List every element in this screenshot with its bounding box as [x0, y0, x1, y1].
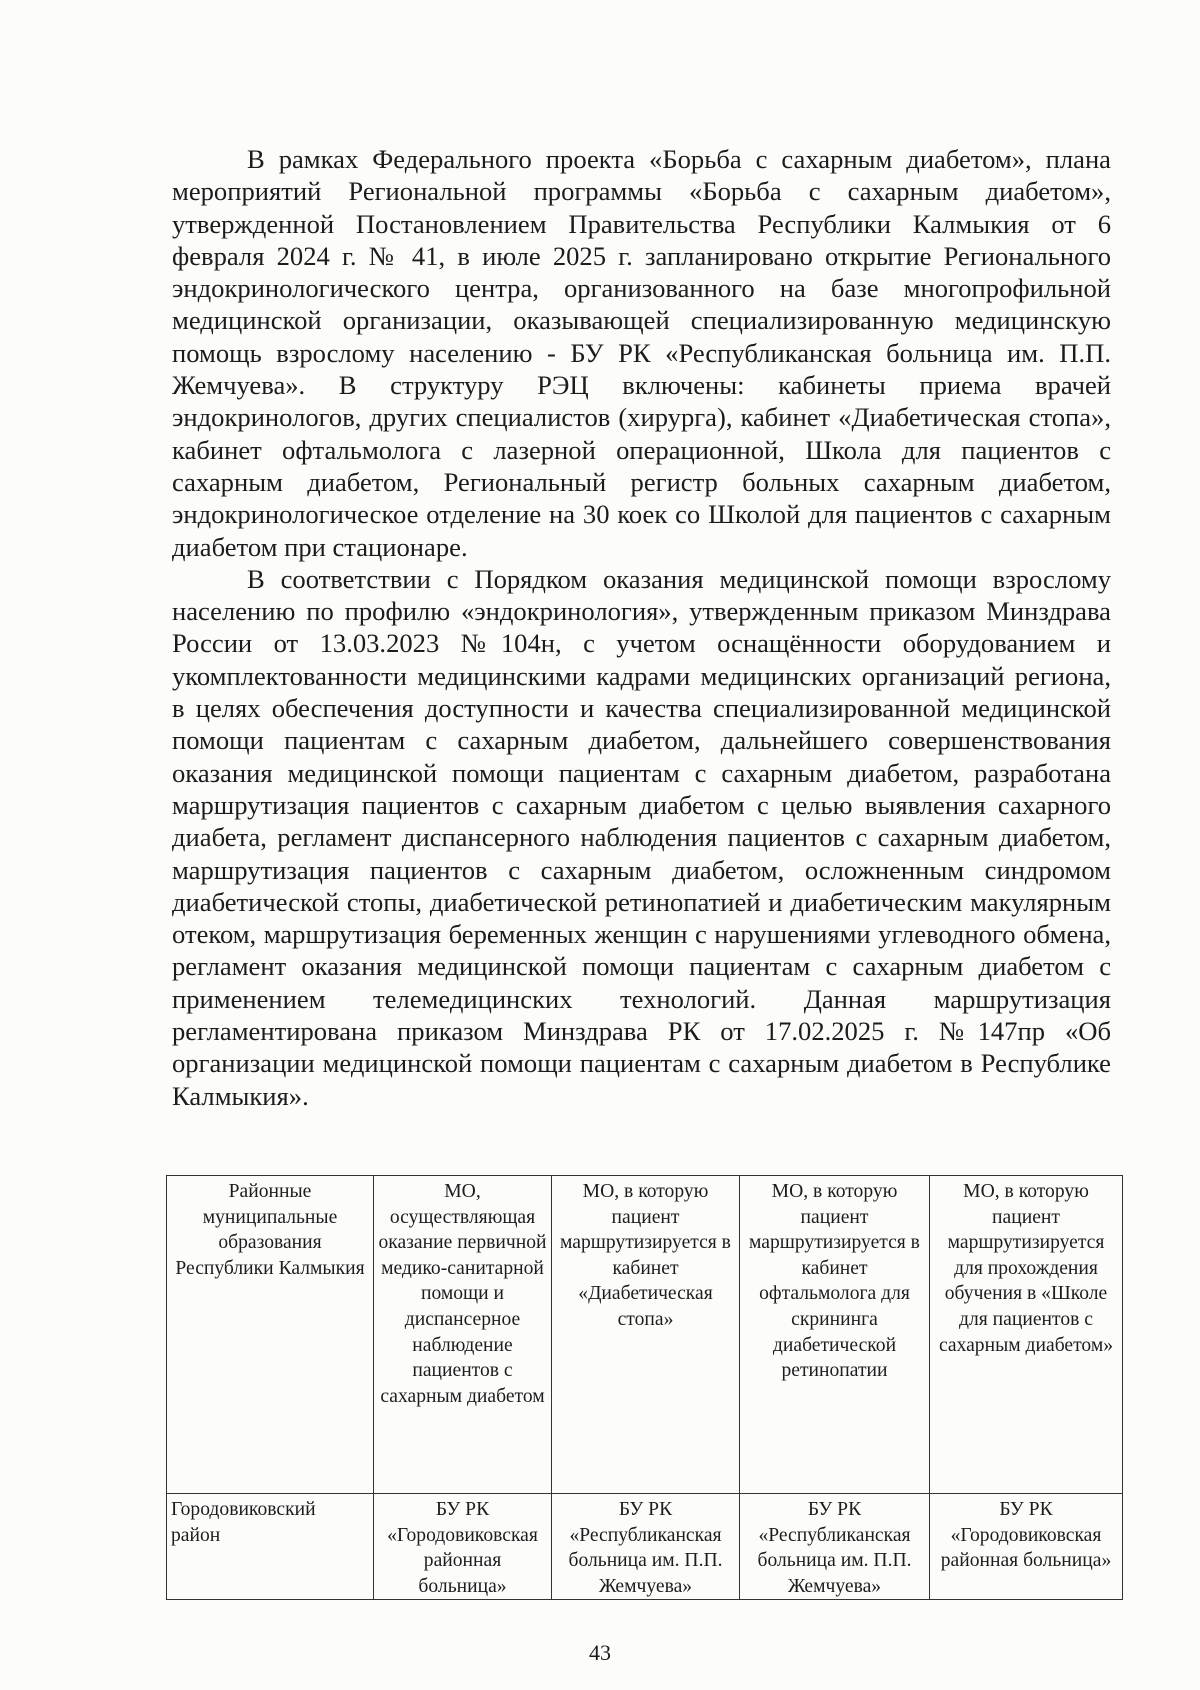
table-cell-district: Городовиковский район — [167, 1494, 374, 1600]
column-header: МО, в которую пациент маршрутизируется в кабинет «Диабетическая стопа» — [552, 1176, 740, 1494]
table-cell: БУ РК «Республиканская больница им. П.П. Жемчуева» — [740, 1494, 930, 1600]
page-number: 43 — [589, 1640, 611, 1665]
table-header-row — [167, 1176, 1123, 1494]
paragraph: В соответствии с Порядком оказания медицинской помощи взрослому населению по профилю «эндокринология», утвержденным приказом Минздрава России от 13.03.2023 №104н, с учетом оснащённости оборудованием и укомплектованности медицинскими кадрами медицинских организаций региона, в целях обеспечения доступности и качества специализированной медицинской помощи пациентам с сахарным диабетом, дальнейшего совершенствования оказания медицинской помощи пациентам с сахарным диабетом, разработана маршрутизация пациентов с сахарным диабетом с целью выявления сахарного диабета, регламент диспансерного наблюдения пациентов с сахарным диабетом, маршрутизация пациентов с сахарным диабетом, осложненным синдромом диабетической стопы, диабетической ретинопатией и диабетическим макулярным отеком, маршрутизация беременных женщин с нарушениями углеводного обмена, регламент оказания медицинской помощи пациентам с сахарным диабетом с применением телемедицинских технологий. Данная маршрутизация регламентирована приказом Минздрава РК от 17.02.2025 г. №147пр «Об организации медицинской помощи пациентам с сахарным диабетом в Республике Калмыкия». — [172, 563, 1111, 1111]
table-cell: БУ РК «Городовиковская районная больница» — [374, 1494, 552, 1600]
table-cell: БУ РК «Городовиковская районная больница» — [930, 1494, 1123, 1600]
table-cell: БУ РК «Республиканская больница им. П.П. Жемчуева» — [552, 1494, 740, 1600]
table-row — [167, 1494, 1123, 1600]
column-header: МО, в которую пациент маршрутизируется в кабинет офтальмолога для скрининга диабетической ретинопатии — [740, 1176, 930, 1494]
column-header: МО, в которую пациент маршрутизируется для прохождения обучения в «Школе для пациентов с сахарным диабетом» — [930, 1176, 1123, 1494]
body-text — [172, 143, 1111, 1112]
paragraph: В рамках Федерального проекта «Борьба с сахарным диабетом», плана мероприятий Региональной программы «Борьба с сахарным диабетом», утвержденной Постановлением Правительства Республики Калмыкия от 6 февраля 2024 г. № 41, в июле 2025 г. запланировано открытие Регионального эндокринологического центра, организованного на базе многопрофильной медицинской организации, оказывающей специализированную медицинскую помощь взрослому населению - БУ РК «Республиканская больница им. П.П. Жемчуева». В структуру РЭЦ включены: кабинеты приема врачей эндокринологов, других специалистов (хирурга), кабинет «Диабетическая стопа», кабинет офтальмолога с лазерной операционной, Школа для пациентов с сахарным диабетом, Региональный регистр больных сахарным диабетом, эндокринологическое отделение на 30 коек со Школой для пациентов с сахарным диабетом при стационаре. — [172, 144, 1111, 562]
column-header: Районные муниципальные образования Республики Калмыкия — [167, 1176, 374, 1494]
column-header: МО, осуществляющая оказание первичной медико-санитарной помощи и диспансерное наблюдение пациентов с сахарным диабетом — [374, 1176, 552, 1494]
routing-table — [166, 1175, 1123, 1600]
